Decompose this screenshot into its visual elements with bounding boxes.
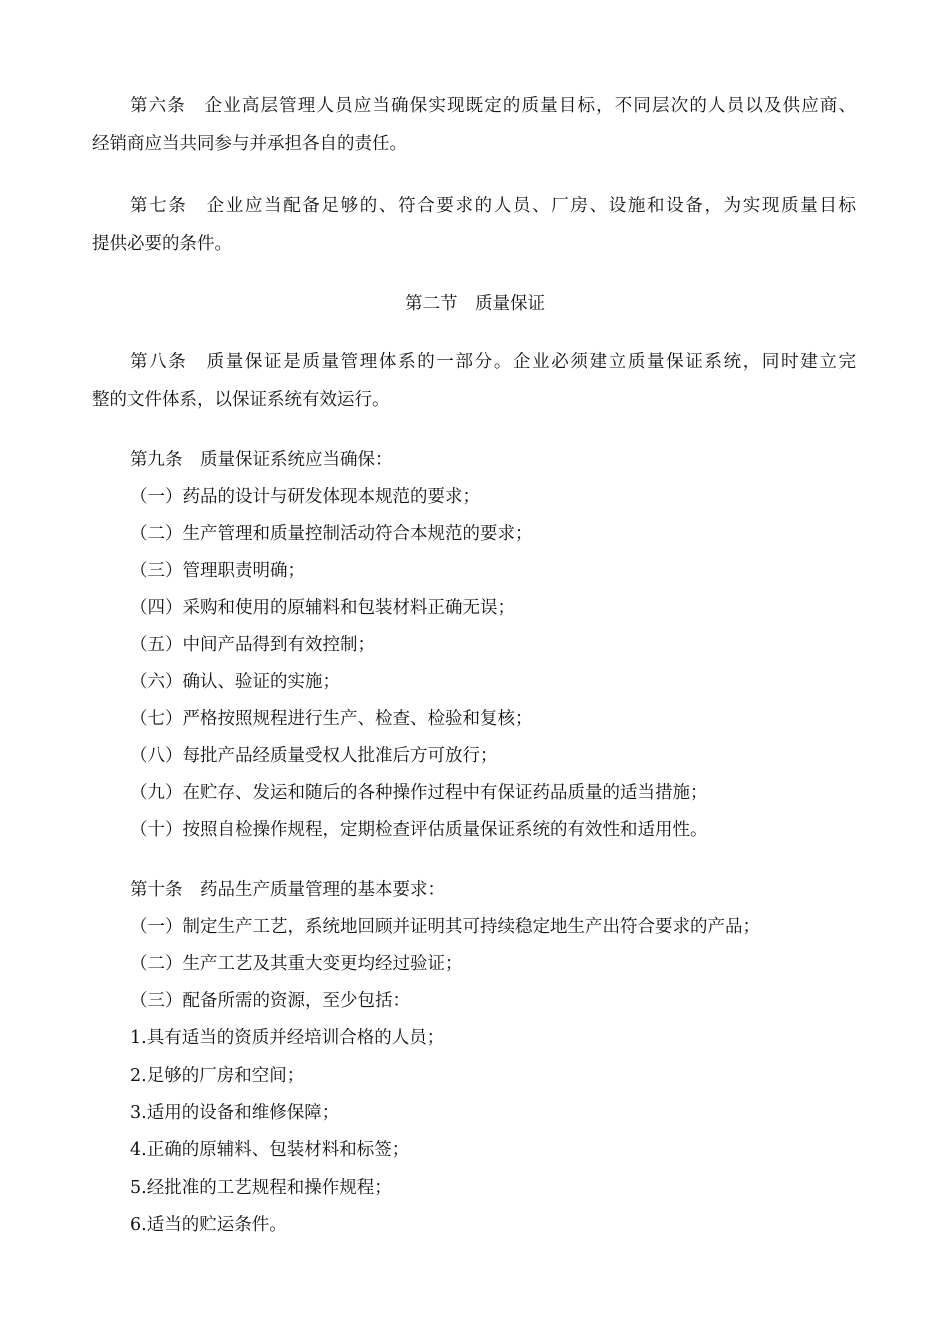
article10-subitem: 6.适当的贮运条件。 <box>130 1215 287 1235</box>
article6-line1: 第六条 企业高层管理人员应当确保实现既定的质量目标，不同层次的人员以及供应商、 <box>130 96 856 116</box>
article10-subitem: 3.适用的设备和维修保障； <box>130 1103 340 1123</box>
article9-intro: 第九条 质量保证系统应当确保： <box>130 450 393 470</box>
article9-item: （三）管理职责明确； <box>130 561 305 581</box>
article9-item: （七）严格按照规程进行生产、检查、检验和复核； <box>130 709 533 729</box>
article7-line2: 提供必要的条件。 <box>92 234 232 254</box>
section-heading: 第二节 质量保证 <box>405 294 545 314</box>
article9-item: （六）确认、验证的实施； <box>130 672 340 692</box>
article9-item: （九）在贮存、发运和随后的各种操作过程中有保证药品质量的适当措施； <box>130 783 708 803</box>
article9-item: （五）中间产品得到有效控制； <box>130 635 375 655</box>
article8-line1: 第八条 质量保证是质量管理体系的一部分。企业必须建立质量保证系统，同时建立完 <box>130 352 856 372</box>
article9-item: （一）药品的设计与研发体现本规范的要求； <box>130 487 480 507</box>
article10-item: （二）生产工艺及其重大变更均经过验证； <box>130 954 463 974</box>
article6-line2: 经销商应当共同参与并承担各自的责任。 <box>92 134 407 154</box>
article8-line2: 整的文件体系，以保证系统有效运行。 <box>92 390 390 410</box>
article9-item: （二）生产管理和质量控制活动符合本规范的要求； <box>130 524 533 544</box>
article7-line1: 第七条 企业应当配备足够的、符合要求的人员、厂房、设施和设备，为实现质量目标 <box>130 196 856 216</box>
article10-subitem: 5.经批准的工艺规程和操作规程； <box>130 1178 392 1198</box>
article10-subitem: 1.具有适当的资质并经培训合格的人员； <box>130 1028 445 1048</box>
article10-subitem: 2.足够的厂房和空间； <box>130 1066 305 1086</box>
article10-item: （三）配备所需的资源，至少包括： <box>130 991 410 1011</box>
article9-item: （十）按照自检操作规程，定期检查评估质量保证系统的有效性和适用性。 <box>130 820 708 840</box>
article9-item: （八）每批产品经质量受权人批准后方可放行； <box>130 746 498 766</box>
article10-intro: 第十条 药品生产质量管理的基本要求： <box>130 880 445 900</box>
article10-subitem: 4.正确的原辅料、包装材料和标签； <box>130 1140 410 1160</box>
article10-item: （一）制定生产工艺，系统地回顾并证明其可持续稳定地生产出符合要求的产品； <box>130 917 760 937</box>
article9-item: （四）采购和使用的原辅料和包装材料正确无误； <box>130 598 515 618</box>
